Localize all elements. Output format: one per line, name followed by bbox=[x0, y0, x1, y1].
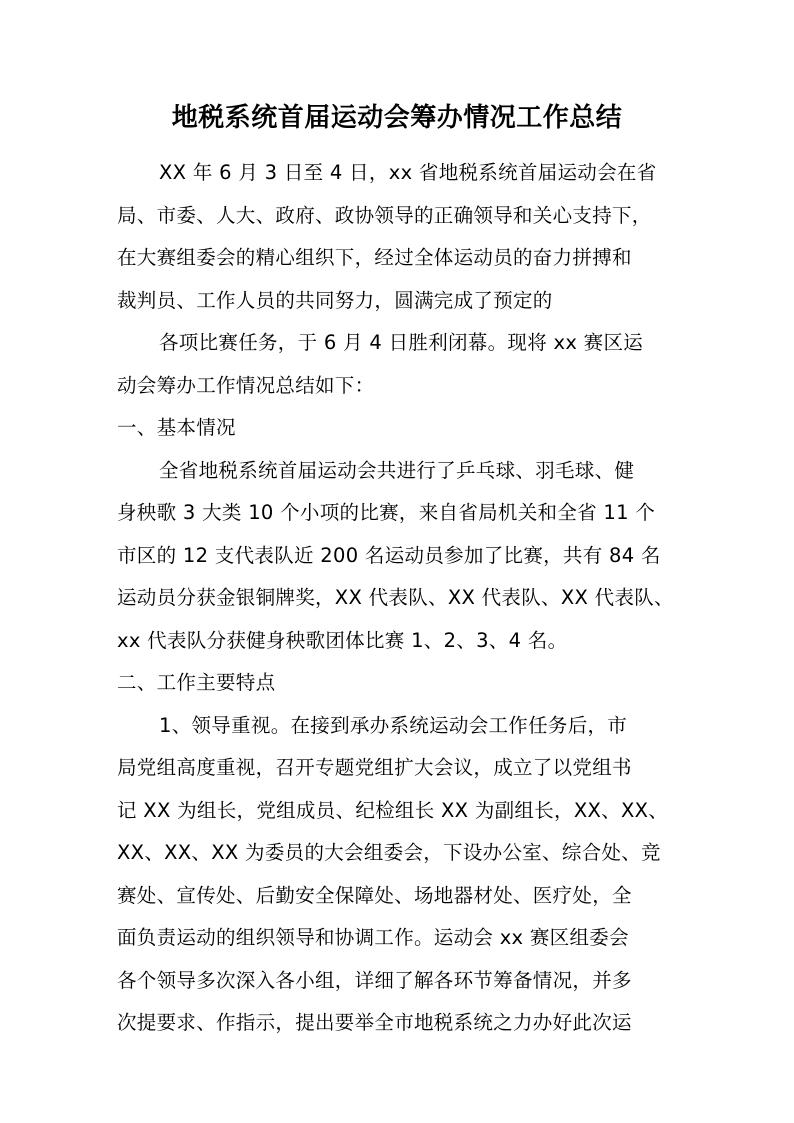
paragraph-line: 局党组高度重视，召开专题党组扩大会议，成立了以党组书 bbox=[117, 756, 632, 779]
paragraph-line: xx 代表队分获健身秧歌团体比赛 1、2、3、4 名。 bbox=[117, 628, 568, 652]
paragraph-line: 裁判员、工作人员的共同努力，圆满完成了预定的 bbox=[117, 288, 553, 312]
paragraph-line: 运动员分获金银铜牌奖，XX 代表队、XX 代表队、XX 代表队、 bbox=[117, 586, 674, 609]
document-title: 地税系统首届运动会筹办情况工作总结 bbox=[171, 103, 623, 133]
paragraph-line: 各项比赛任务，于 6 月 4 日胜利闭幕。现将 xx 赛区运 bbox=[159, 331, 644, 354]
paragraph-line: 在大赛组委会的精心组织下，经过全体运动员的奋力拼搏和 bbox=[117, 246, 632, 269]
section-heading: 二、工作主要特点 bbox=[117, 671, 276, 694]
paragraph-line: 赛处、宣传处、后勤安全保障处、场地器材处、医疗处，全 bbox=[117, 883, 632, 907]
paragraph-line: XX 年 6 月 3 日至 4 日，xx 省地税系统首届运动会在省 bbox=[159, 161, 657, 184]
paragraph-line: 市区的 12 支代表队近 200 名运动员参加了比赛，共有 84 名 bbox=[117, 543, 661, 567]
paragraph-line: 面负责运动的组织领导和协调工作。运动会 xx 赛区组委会 bbox=[117, 926, 629, 949]
section-heading: 一、基本情况 bbox=[117, 416, 236, 439]
paragraph-line: 记 XX 为组长，党组成员、纪检组长 XX 为副组长，XX、XX、 bbox=[117, 798, 669, 822]
paragraph-line: 身秧歌 3 大类 10 个小项的比赛，来自省局机关和全省 11 个 bbox=[117, 501, 656, 524]
paragraph-line: 1、领导重视。在接到承办系统运动会工作任务后，市 bbox=[159, 713, 628, 737]
document-body bbox=[117, 152, 677, 1045]
paragraph-line: XX、XX、XX 为委员的大会组委会，下设办公室、综合处、竞 bbox=[117, 841, 661, 864]
paragraph-line: 全省地税系统首届运动会共进行了乒乓球、羽毛球、健 bbox=[159, 458, 635, 482]
paragraph-line: 次提要求、作指示，提出要举全市地税系统之力办好此次运 bbox=[117, 1011, 632, 1034]
paragraph-line: 局、市委、人大、政府、政协领导的正确领导和关心支持下， bbox=[117, 203, 652, 227]
paragraph-line: 动会筹办工作情况总结如下： bbox=[117, 373, 375, 397]
paragraph-line: 各个领导多次深入各小组，详细了解各环节筹备情况，并多 bbox=[117, 968, 632, 992]
